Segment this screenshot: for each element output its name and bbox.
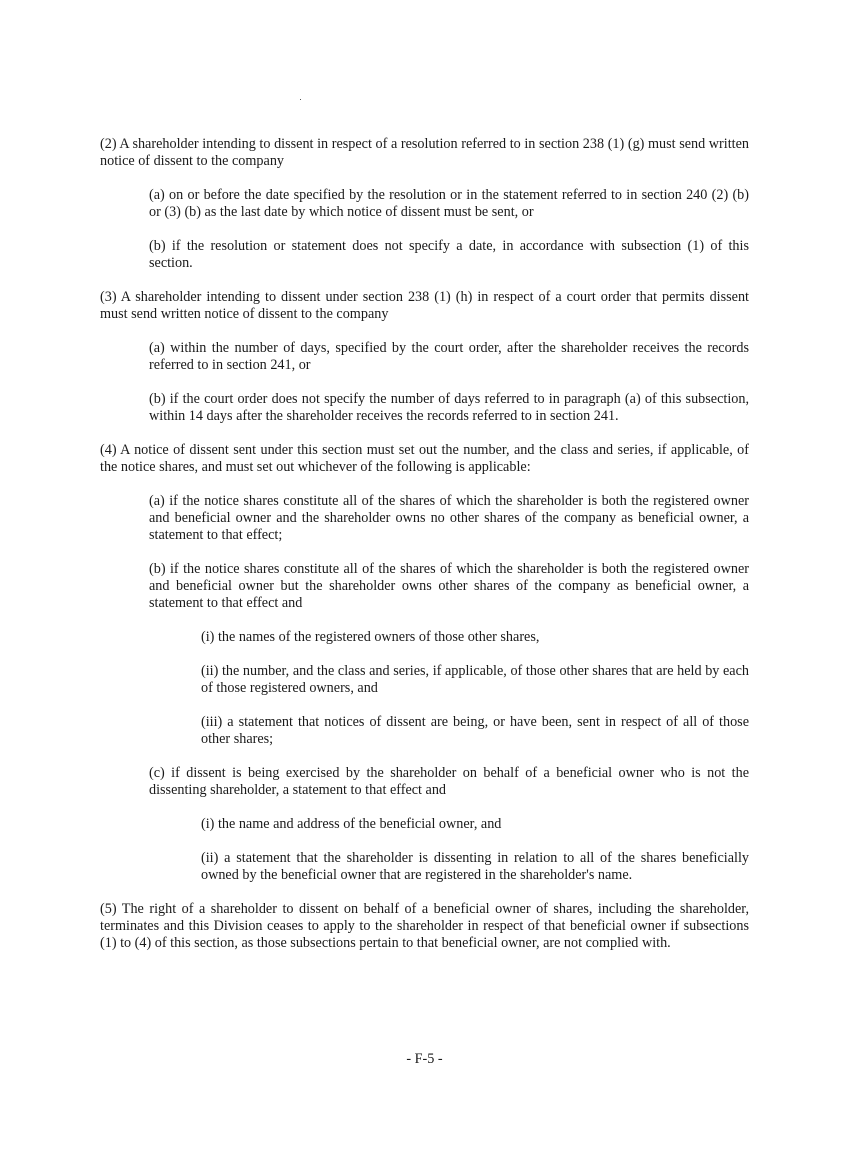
- subsection-2-paragraph-a: (a) on or before the date specified by the resolution or in the statement referred to in section 240 (2) (b) or (3) (b) as the last date by which notice of dissent must be sent, or: [149, 187, 749, 220]
- page-number: - F-5 -: [406, 1051, 443, 1067]
- subsection-4-b-item-ii: (ii) the number, and the class and series, if applicable, of those other shares that are held by each of those registered owners, and: [201, 663, 749, 696]
- subsection-3-paragraph-a: (a) within the number of days, specified by the court order, after the shareholder receives the records referred to in section 241, or: [149, 340, 749, 373]
- subsection-4-b-item-i: (i) the names of the registered owners of those other shares,: [201, 629, 540, 645]
- subsection-4-b-item-iii: (iii) a statement that notices of dissent are being, or have been, sent in respect of all of those other shares;: [201, 714, 749, 747]
- document-body: [100, 136, 749, 952]
- subsection-4-paragraph-c: (c) if dissent is being exercised by the shareholder on behalf of a beneficial owner who is not the dissenting shareholder, a statement to that effect and: [149, 765, 749, 798]
- subsection-5: (5) The right of a shareholder to dissent on behalf of a beneficial owner of shares, including the shareholder, terminates and this Division ceases to apply to the shareholder in respect of that beneficial owner if subsections (1) to (4) of this section, as those subsections pertain to that beneficial owner, are not complied with.: [100, 901, 749, 951]
- subsection-4-paragraph-b: (b) if the notice shares constitute all of the shares of which the shareholder is both the registered owner and beneficial owner but the shareholder owns other shares of the company as beneficial owner, a statement to that effect and: [149, 561, 749, 611]
- subsection-4-c-item-ii: (ii) a statement that the shareholder is dissenting in relation to all of the shares beneficially owned by the beneficial owner that are registered in the shareholder's name.: [201, 850, 749, 883]
- subsection-4-paragraph-a: (a) if the notice shares constitute all of the shares of which the shareholder is both the registered owner and beneficial owner and the shareholder owns no other shares of the company as beneficial owner, a statement to that effect;: [149, 493, 749, 543]
- subsection-4: (4) A notice of dissent sent under this section must set out the number, and the class and series, if applicable, of the notice shares, and must set out whichever of the following is applicable:: [100, 442, 749, 475]
- subsection-2-paragraph-b: (b) if the resolution or statement does not specify a date, in accordance with subsection (1) of this section.: [149, 238, 749, 271]
- scan-dot-mark: [300, 99, 301, 100]
- subsection-3: (3) A shareholder intending to dissent under section 238 (1) (h) in respect of a court order that permits dissent must send written notice of dissent to the company: [100, 289, 749, 322]
- subsection-3-paragraph-b: (b) if the court order does not specify the number of days referred to in paragraph (a) of this subsection, within 14 days after the shareholder receives the records referred to in section 241.: [149, 391, 749, 424]
- subsection-4-c-item-i: (i) the name and address of the beneficial owner, and: [201, 816, 502, 832]
- subsection-2: (2) A shareholder intending to dissent in respect of a resolution referred to in section 238 (1) (g) must send written notice of dissent to the company: [100, 136, 749, 169]
